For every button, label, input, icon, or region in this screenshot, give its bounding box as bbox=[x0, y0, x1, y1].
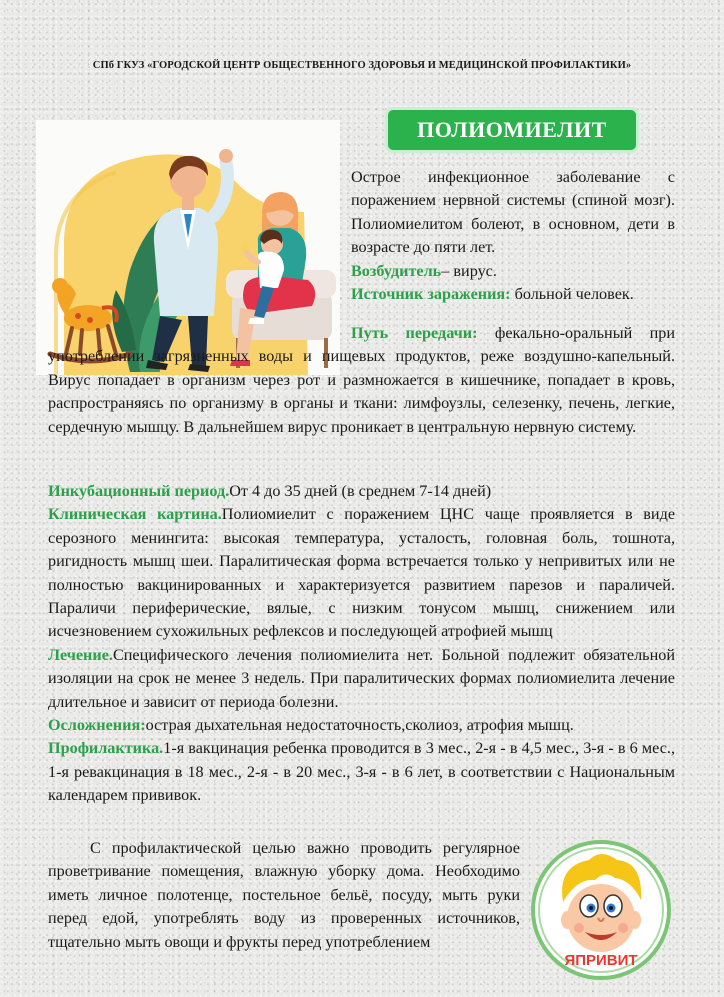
treatment-text: Специфического лечения полиомиелита нет. Больной подлежит обязательной изоляции на срок не менее 3 недель. При паралитических формах полиомиелита лечение длительное и зависит от периода болезни. bbox=[48, 645, 675, 711]
transmission-text: фекально-оральный при употреблении загрязненных воды и пищевых продуктов, реже воздушно-капельный. Вирус попадает в организм через рот и размножается в кишечнике, попадает в кровь, распространяясь по организму в органы и ткани: лимфоузлы, селезенку, печень, легкие, сердечную мышцу. В дальнейшем вирус проникает в центральную нервную систему. bbox=[48, 324, 675, 436]
title-text: ПОЛИОМИЕЛИТ bbox=[417, 117, 607, 142]
treatment-label: Лечение. bbox=[48, 645, 113, 664]
agent-text: – вирус. bbox=[441, 261, 497, 280]
clinical-paragraph bbox=[48, 503, 675, 643]
prevention-paragraph bbox=[48, 737, 675, 807]
closing-text: С профилактической целью важно проводить регулярное проветривание помещения, влажную уборку дома. Необходимо иметь личное полотенце, постельное бельё, посуду, мыть руки перед едой, употреблять воду из проверенных источников, тщательно мыть овощи и фрукты перед употреблением bbox=[48, 839, 520, 951]
vaccinated-badge bbox=[531, 840, 671, 980]
incubation-text: От 4 до 35 дней (в среднем 7-14 дней) bbox=[229, 482, 492, 500]
badge-text: ЯПРИВИТ bbox=[564, 952, 638, 969]
clinical-label: Клиническая картина. bbox=[48, 505, 222, 524]
prevention-text: 1-я вакцинация ребенка проводится в 3 мес., 2-я - в 4,5 мес., 3-я - в 6 мес., 1-я ревакцинация в 18 мес., 2-я - в 20 мес., 3-я - в 6 лет, в соответствии с Национальным календарем прививок. bbox=[48, 739, 675, 805]
closing-paragraph bbox=[48, 837, 520, 954]
source-label: Источник заражения: bbox=[351, 285, 511, 304]
complications-text: острая дыхательная недостаточность,сколиоз, атрофия мышц. bbox=[145, 716, 574, 735]
intro-paragraph: Острое инфекционное заболевание с поражением нервной системы (спиной мозг). Полиомиелитом болеют, в основном, дети в возрасте до пяти лет. bbox=[351, 168, 675, 257]
clinical-text: Полиомиелит с поражением ЦНС чаще проявляется в виде серозного менингита: высокая температура, усталость, головная боль, тошнота, ригидность мышц шеи. Паралитическая форма встречается только у непривитых или не полностью вакцинированных и характеризуется развитием парезов и параличей. Параличи периферические, вялые, с низким тонусом мышц, снижением или исчезновением сухожильных рефлексов и последующей атрофией мышц bbox=[48, 505, 676, 641]
incubation-label: Инкубационный период. bbox=[48, 482, 230, 500]
complications-paragraph bbox=[48, 714, 675, 737]
treatment-paragraph bbox=[48, 644, 675, 714]
agent-line bbox=[351, 260, 675, 283]
details-section bbox=[48, 480, 675, 808]
org-header: СПб ГКУЗ «ГОРОДСКОЙ ЦЕНТР ОБЩЕСТВЕННОГО ЗДОРОВЬЯ И МЕДИЦИНСКОЙ ПРОФИЛАКТИКИ» bbox=[92, 60, 632, 71]
source-line bbox=[351, 283, 675, 306]
title-badge bbox=[388, 110, 636, 150]
prevention-label: Профилактика. bbox=[48, 739, 164, 758]
source-text: больной человек. bbox=[510, 285, 634, 304]
incubation-line bbox=[48, 480, 675, 503]
transmission-paragraph bbox=[48, 322, 675, 439]
agent-label: Возбудитель bbox=[351, 261, 442, 280]
transmission-label: Путь передачи: bbox=[351, 324, 478, 342]
intro-column bbox=[351, 166, 675, 306]
complications-label: Осложнения: bbox=[48, 716, 146, 735]
